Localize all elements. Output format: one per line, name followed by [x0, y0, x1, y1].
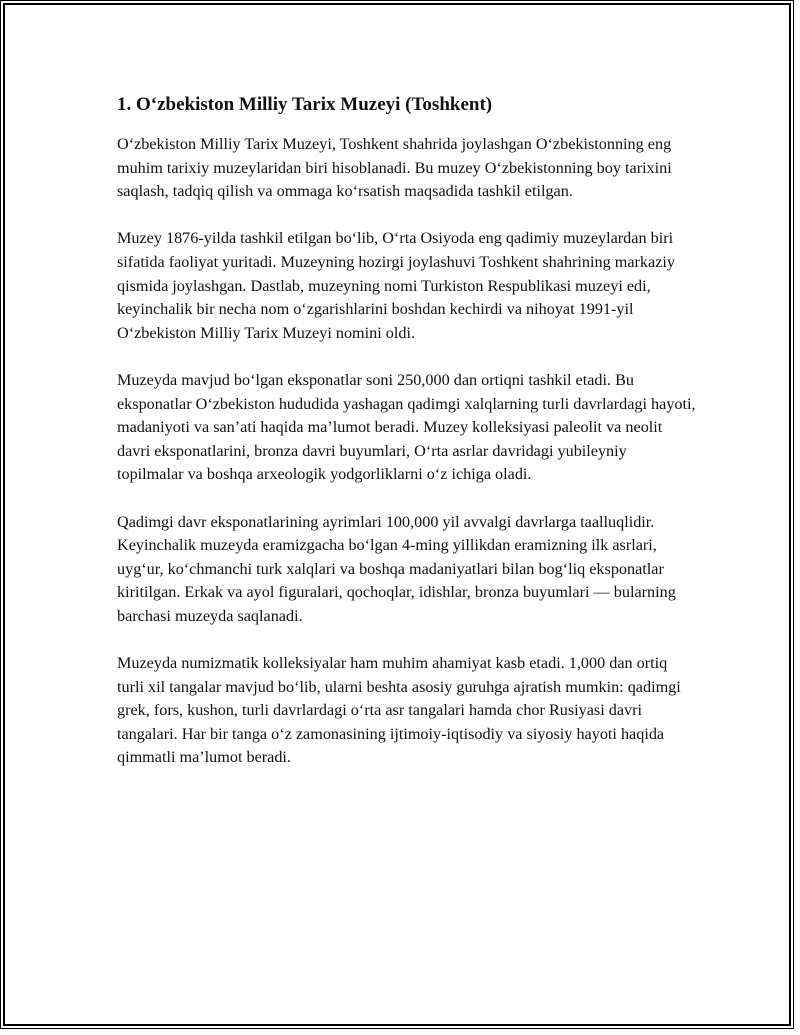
paragraph-5: Muzeyda numizmatik kolleksiyalar ham muhim ahamiyat kasb etadi. 1,000 dan ortiq turli xil tangalar mavjud bo‘lib, ularni beshta asosiy guruhga ajratish mumkin: qadimgi grek, fors, kushon, turli davrlardagi o‘rta asr tangalari hamda chor Rusiyasi davri tangalari. Har bir tanga o‘z zamonasining ijtimoiy-iqtisodiy va siyosiy hayoti haqida qimmatli ma’lumot beradi. [117, 654, 681, 767]
paragraph-3: Muzeyda mavjud bo‘lgan eksponatlar soni 250,000 dan ortiqni tashkil etadi. Bu eksponatlar O‘zbekiston hududida yashagan qadimgi xalqlarning turli davrlardagi hayoti, madaniyoti va san’ati haqida ma’lumot beradi. Muzey kolleksiyasi paleolit va neolit davri eksponatlarini, bronza davri buyumlari, O‘rta asrlar davridagi yubileyniy topilmalar va boshqa arxeologik yodgorliklarni o‘z ichiga oladi. [117, 370, 696, 484]
paragraph-1: O‘zbekiston Milliy Tarix Muzeyi, Toshkent shahrida joylashgan O‘zbekistonning eng muhim tarixiy muzeylaridan biri hisoblanadi. Bu muzey O‘zbekistonning boy tarixini saqlash, tadqiq qilish va ommaga ko‘rsatish maqsadida tashkil etilgan. [117, 135, 672, 201]
document-title: 1. O‘zbekiston Milliy Tarix Muzeyi (Toshkent) [117, 94, 493, 115]
document-body [117, 92, 697, 794]
paragraph-4: Qadimgi davr eksponatlarining ayrimlari 100,000 yil avvalgi davrlarga taalluqlidir. Keyinchalik muzeyda eramizgacha bo‘lgan 4-ming yillikdan eramizning ilk asrlari, uyg‘ur, ko‘chmanchi turk xalqlari va boshqa madaniyatlari bilan bog‘liq eksponatlar kiritilgan. Erkak va ayol figuralari, qochoqlar, idishlar, bronza buyumlari — bularning barchasi muzeyda saqlanadi. [117, 512, 676, 625]
paragraph-2: Muzey 1876-yilda tashkil etilgan bo‘lib, O‘rta Osiyoda eng qadimiy muzeylardan biri sifatida faoliyat yuritadi. Muzeyning hozirgi joylashuvi Toshkent shahrining markaziy qismida joylashgan. Dastlab, muzeyning nomi Turkiston Respublikasi muzeyi edi, keyinchalik bir necha nom o‘zgarishlarini boshdan kechirdi va nihoyat 1991-yil O‘zbekiston Milliy Tarix Muzeyi nomini oldi. [117, 229, 675, 342]
